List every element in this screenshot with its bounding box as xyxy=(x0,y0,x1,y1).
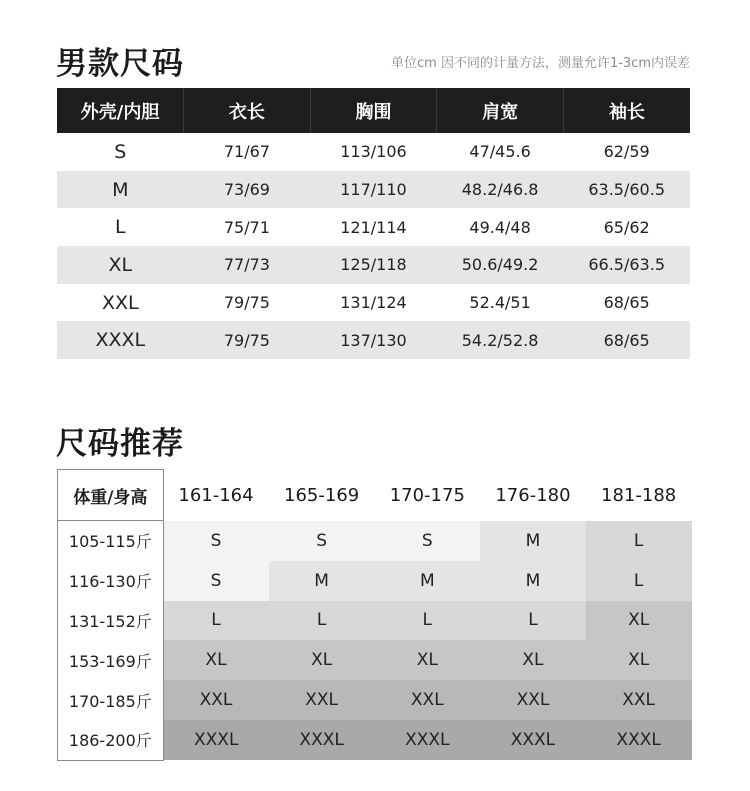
recommended-size-cell: L xyxy=(163,601,269,641)
size-row xyxy=(57,284,690,322)
recommend-row xyxy=(58,521,692,561)
recommended-size-cell: XXL xyxy=(586,680,692,720)
recommend-row xyxy=(58,680,692,720)
header-length: 衣长 xyxy=(184,88,311,133)
size-label: L xyxy=(115,216,126,239)
measurement-cell: 131/124 xyxy=(340,293,407,313)
height-header: 170-175 xyxy=(374,470,480,521)
measurement-cell: 54.2/52.8 xyxy=(437,321,564,359)
size-row xyxy=(57,208,690,246)
measurement-cell: 79/75 xyxy=(184,321,311,359)
measurement-cell: 125/118 xyxy=(310,246,437,284)
measurement-cell: 75/71 xyxy=(223,217,270,237)
measurement-cell: 63.5/60.5 xyxy=(563,171,690,209)
weight-label: 153-169斤 xyxy=(58,640,164,680)
recommended-size-cell: S xyxy=(163,561,269,601)
measurement-cell: 68/65 xyxy=(603,293,650,313)
size-label: M xyxy=(57,171,184,209)
measurement-cell: 52.4/51 xyxy=(469,293,531,313)
recommended-size-cell: S xyxy=(163,521,269,561)
weight-label: 186-200斤 xyxy=(58,720,164,760)
recommended-size-cell: L xyxy=(480,601,586,641)
recommended-size-cell: XXXL xyxy=(480,720,586,760)
recommended-size-cell: L xyxy=(269,601,375,641)
size-label: XXL xyxy=(101,291,139,314)
size-row xyxy=(57,246,690,284)
measurement-cell: 62/59 xyxy=(603,142,650,162)
measurement-cell: 79/75 xyxy=(223,293,270,313)
recommended-size-cell: XL xyxy=(586,601,692,641)
recommended-size-cell: L xyxy=(586,521,692,561)
recommended-size-cell: XXXL xyxy=(163,720,269,760)
recommended-size-cell: XXL xyxy=(269,680,375,720)
recommend-header-row xyxy=(58,470,692,521)
height-header: 176-180 xyxy=(480,470,586,521)
corner-header: 体重/身高 xyxy=(58,470,164,521)
measurement-cell: 50.6/49.2 xyxy=(437,246,564,284)
recommended-size-cell: M xyxy=(269,561,375,601)
height-header: 161-164 xyxy=(163,470,269,521)
weight-label: 170-185斤 xyxy=(58,680,164,720)
measurement-note: 单位cm 因不同的计量方法，测量允许1-3cm内误差 xyxy=(391,56,690,71)
measurement-cell: 117/110 xyxy=(310,171,437,209)
size-recommend-table xyxy=(57,469,692,761)
weight-label: 105-115斤 xyxy=(58,521,164,561)
recommended-size-cell: M xyxy=(374,561,480,601)
measurement-cell: 71/67 xyxy=(223,142,270,162)
recommended-size-cell: L xyxy=(586,561,692,601)
weight-label: 116-130斤 xyxy=(58,561,164,601)
recommended-size-cell: M xyxy=(480,521,586,561)
size-chart-title: 男款尺码 xyxy=(56,46,184,82)
recommend-row xyxy=(58,720,692,760)
recommended-size-cell: XL xyxy=(163,640,269,680)
recommended-size-cell: XL xyxy=(269,640,375,680)
weight-label: 131-152斤 xyxy=(58,601,164,641)
recommended-size-cell: XL xyxy=(480,640,586,680)
size-chart-header-row xyxy=(57,88,690,133)
height-header: 181-188 xyxy=(586,470,692,521)
size-row xyxy=(57,171,690,209)
size-label: S xyxy=(114,140,127,163)
recommend-row xyxy=(58,561,692,601)
measurement-cell: 113/106 xyxy=(340,142,407,162)
recommend-title: 尺码推荐 xyxy=(56,426,184,462)
measurement-cell: 73/69 xyxy=(184,171,311,209)
recommended-size-cell: S xyxy=(269,521,375,561)
measurement-cell: 48.2/46.8 xyxy=(437,171,564,209)
size-row xyxy=(57,133,690,171)
size-label: XXXL xyxy=(57,321,184,359)
measurement-cell: 49.4/48 xyxy=(469,217,531,237)
size-label: XL xyxy=(57,246,184,284)
height-header: 165-169 xyxy=(269,470,375,521)
recommended-size-cell: XXXL xyxy=(269,720,375,760)
header-chest: 胸围 xyxy=(310,88,437,133)
measurement-cell: 121/114 xyxy=(340,217,407,237)
recommended-size-cell: XL xyxy=(586,640,692,680)
measurement-cell: 66.5/63.5 xyxy=(563,246,690,284)
size-row xyxy=(57,321,690,359)
recommended-size-cell: XL xyxy=(374,640,480,680)
measurement-cell: 65/62 xyxy=(603,217,650,237)
measurement-cell: 47/45.6 xyxy=(469,142,531,162)
recommended-size-cell: L xyxy=(374,601,480,641)
measurement-cell: 137/130 xyxy=(310,321,437,359)
recommended-size-cell: M xyxy=(480,561,586,601)
recommended-size-cell: XXL xyxy=(374,680,480,720)
recommended-size-cell: S xyxy=(374,521,480,561)
recommended-size-cell: XXXL xyxy=(374,720,480,760)
recommend-row xyxy=(58,601,692,641)
header-shoulder: 肩宽 xyxy=(437,88,564,133)
recommend-row xyxy=(58,640,692,680)
header-size: 外壳/内胆 xyxy=(57,88,184,133)
recommended-size-cell: XXXL xyxy=(586,720,692,760)
header-sleeve: 袖长 xyxy=(563,88,690,133)
size-chart-table xyxy=(57,88,690,359)
recommended-size-cell: XXL xyxy=(163,680,269,720)
recommended-size-cell: XXL xyxy=(480,680,586,720)
measurement-cell: 68/65 xyxy=(563,321,690,359)
measurement-cell: 77/73 xyxy=(184,246,311,284)
